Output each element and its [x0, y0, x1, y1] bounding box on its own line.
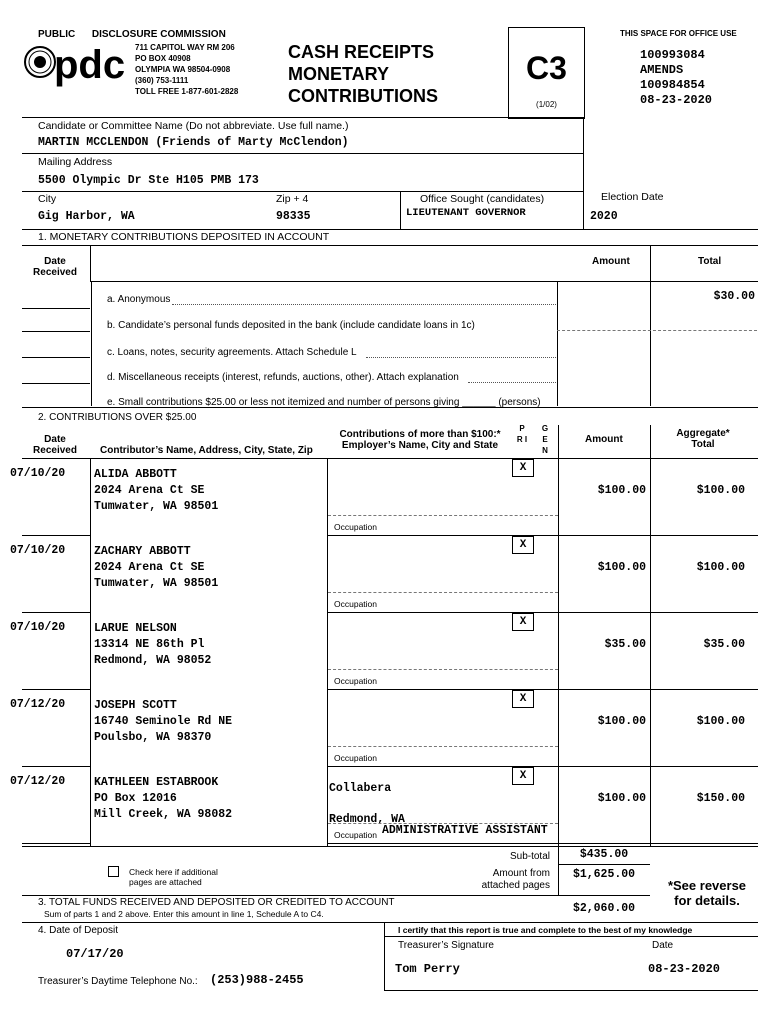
pdc-seal-icon: [22, 40, 134, 92]
treasurer-phone: (253)988-2455: [210, 973, 304, 987]
form-code-box: [508, 27, 585, 119]
contribution-date: 07/10/20: [10, 467, 66, 480]
address-line: (360) 753-1111: [135, 76, 189, 85]
contributor-street: 2024 Arena Ct SE: [94, 484, 205, 497]
aggregate-total: $150.00: [696, 792, 745, 805]
primary-election-checkbox[interactable]: X: [512, 613, 534, 631]
office-use-label: THIS SPACE FOR OFFICE USE: [620, 29, 737, 38]
total-funds-received: $2,060.00: [572, 902, 636, 915]
filed-date: 08-23-2020: [640, 93, 713, 107]
section1-line-b: b. Candidate’s personal funds deposited in the bank (include candidate loans in 1c): [107, 320, 475, 331]
agency-address: [135, 42, 238, 97]
contribution-amount: $35.00: [604, 638, 646, 651]
signature-date-label: Date: [652, 940, 674, 951]
mailing-address: 5500 Olympic Dr Ste H105 PMB 173: [38, 174, 259, 187]
candidate-name: MARTIN MCCLENDON (Friends of Marty McClendon): [38, 136, 349, 149]
certification-text: I certify that this report is true and complete to the best of my knowledge: [398, 925, 693, 935]
section2-primary-label: P R I: [516, 424, 528, 444]
section2-name-label: Contributor’s Name, Address, City, State, Zip: [100, 445, 313, 456]
contributor-street: PO Box 12016: [94, 792, 177, 805]
contribution-amount: $100.00: [597, 484, 646, 497]
section1-total-label: Total: [698, 256, 722, 267]
election-date: 2020: [590, 210, 618, 223]
aggregate-total: $100.00: [696, 484, 745, 497]
aggregate-total: $100.00: [696, 715, 745, 728]
section4-heading: 4. Date of Deposit: [38, 925, 119, 936]
section2-amount-label: Amount: [585, 434, 623, 445]
primary-election-checkbox[interactable]: X: [512, 690, 534, 708]
section1-line-a: a. Anonymous: [107, 294, 171, 305]
contribution-amount: $100.00: [597, 561, 646, 574]
section2-employer-label: Contributions of more than $100:* Employer’s Name, City and State: [339, 429, 501, 451]
contributor-street: 13314 NE 86th Pl: [94, 638, 205, 651]
form-title-line: CASH RECEIPTS: [288, 42, 435, 62]
signature-date: 08-23-2020: [648, 962, 721, 976]
occupation-label: Occupation: [334, 753, 377, 763]
election-date-label: Election Date: [601, 191, 664, 203]
section1-heading: 1. MONETARY CONTRIBUTIONS DEPOSITED IN ACCOUNT: [38, 231, 330, 243]
contributor-name: LARUE NELSON: [94, 622, 177, 635]
phone-label: Treasurer’s Daytime Telephone No.:: [38, 976, 198, 987]
attached-pages-checkbox[interactable]: [108, 866, 119, 877]
section2-date-label: Date Received: [33, 434, 77, 456]
pdc-logo: [22, 40, 134, 92]
contributor-name: KATHLEEN ESTABROOK: [94, 776, 219, 789]
contribution-date: 07/12/20: [10, 775, 66, 788]
see-reverse-note: *See reverse for details.: [667, 878, 747, 908]
contributor-city: Poulsbo, WA 98370: [94, 731, 212, 744]
treasurer-signature: Tom Perry: [395, 962, 460, 976]
form-title-line: MONETARY: [288, 64, 389, 84]
mailing-address-label: Mailing Address: [38, 156, 113, 168]
office-use-block: [640, 48, 712, 108]
address-line: TOLL FREE 1-877-601-2828: [135, 87, 239, 96]
contribution-amount: $100.00: [597, 792, 646, 805]
zip: 98335: [276, 210, 311, 223]
attached-pages-label: Check here if additional pages are attached: [129, 867, 218, 887]
amends-label: AMENDS: [640, 63, 684, 77]
section2-heading: 2. CONTRIBUTIONS OVER $25.00: [38, 412, 197, 423]
section3-heading: 3. TOTAL FUNDS RECEIVED AND DEPOSITED OR CREDITED TO ACCOUNT: [38, 897, 395, 908]
subtotal-amount: $435.00: [579, 848, 629, 861]
contributor-city: Redmond, WA 98052: [94, 654, 212, 667]
agency-name: PUBLIC DISCLOSURE COMMISSION: [38, 29, 226, 40]
signature-label: Treasurer’s Signature: [398, 940, 494, 951]
form-title: [288, 41, 438, 107]
section1-line-e: e. Small contributions $25.00 or less not itemized and number of persons giving ______ (persons): [107, 397, 541, 408]
contributor-street: 2024 Arena Ct SE: [94, 561, 205, 574]
attached-amount-label: Amount from attached pages: [481, 868, 550, 891]
contributor-block: [94, 467, 218, 515]
aggregate-total: $100.00: [696, 561, 745, 574]
section1-anonymous-total: $30.00: [713, 290, 755, 303]
primary-election-checkbox[interactable]: X: [512, 536, 534, 554]
city: Gig Harbor, WA: [38, 210, 135, 223]
occupation-label: Occupation: [334, 522, 377, 532]
contributor-name: ZACHARY ABBOTT: [94, 545, 191, 558]
contributor-block: [94, 621, 211, 669]
office-sought: LIEUTENANT GOVERNOR: [406, 207, 526, 219]
deposit-date: 07/17/20: [66, 947, 124, 961]
report-number: 100993084: [640, 48, 705, 62]
contributor-city: Tumwater, WA 98501: [94, 577, 219, 590]
contributor-name: ALIDA ABBOTT: [94, 468, 177, 481]
occupation: ADMINISTRATIVE ASSISTANT: [382, 824, 548, 837]
form-code: C3: [526, 50, 567, 86]
address-line: 711 CAPITOL WAY RM 206: [135, 43, 235, 52]
employer-name: Collabera: [329, 782, 392, 795]
employer-city: Redmond, WA: [329, 813, 405, 826]
form-title-line: CONTRIBUTIONS: [288, 86, 438, 106]
contributor-block: [94, 698, 232, 746]
occupation-label: Occupation: [334, 676, 377, 686]
contributor-street: 16740 Seminole Rd NE: [94, 715, 233, 728]
section2-aggregate-label: Aggregate* Total: [676, 428, 730, 450]
amended-report-number: 100984854: [640, 78, 705, 92]
form-version: (1/02): [536, 100, 557, 109]
office-sought-label: Office Sought (candidates): [420, 193, 545, 205]
zip-label: Zip + 4: [276, 193, 309, 205]
section3-subheading: Sum of parts 1 and 2 above. Enter this amount in line 1, Schedule A to C4.: [44, 909, 324, 919]
section1-line-c: c. Loans, notes, security agreements. Attach Schedule L: [107, 347, 357, 358]
primary-election-checkbox[interactable]: X: [512, 767, 534, 785]
contributor-city: Tumwater, WA 98501: [94, 500, 219, 513]
occupation-label: Occupation: [334, 830, 377, 840]
primary-election-checkbox[interactable]: X: [512, 459, 534, 477]
contribution-date: 07/10/20: [10, 621, 66, 634]
contributor-name: JOSEPH SCOTT: [94, 699, 177, 712]
occupation-label: Occupation: [334, 599, 377, 609]
aggregate-total: $35.00: [703, 638, 745, 651]
city-label: City: [38, 193, 57, 205]
address-line: OLYMPIA WA 98504-0908: [135, 65, 231, 74]
contribution-date: 07/10/20: [10, 544, 66, 557]
pdc-logo-text: pdc: [54, 43, 126, 87]
candidate-name-label: Candidate or Committee Name (Do not abbreviate. Use full name.): [38, 120, 349, 132]
subtotal-label: Sub-total: [509, 851, 550, 862]
address-line: PO BOX 40908: [135, 54, 191, 63]
contributor-block: [94, 775, 232, 823]
section1-date-label: Date Received: [33, 256, 77, 278]
contribution-amount: $100.00: [597, 715, 646, 728]
attached-amount: $1,625.00: [572, 868, 636, 881]
section1-amount-label: Amount: [592, 256, 630, 267]
section2-general-label: G E N: [541, 424, 549, 455]
contributor-block: [94, 544, 218, 592]
contribution-date: 07/12/20: [10, 698, 66, 711]
section1-line-d: d. Miscellaneous receipts (interest, refunds, auctions, other). Attach explanation: [107, 372, 459, 383]
contributor-city: Mill Creek, WA 98082: [94, 808, 233, 821]
